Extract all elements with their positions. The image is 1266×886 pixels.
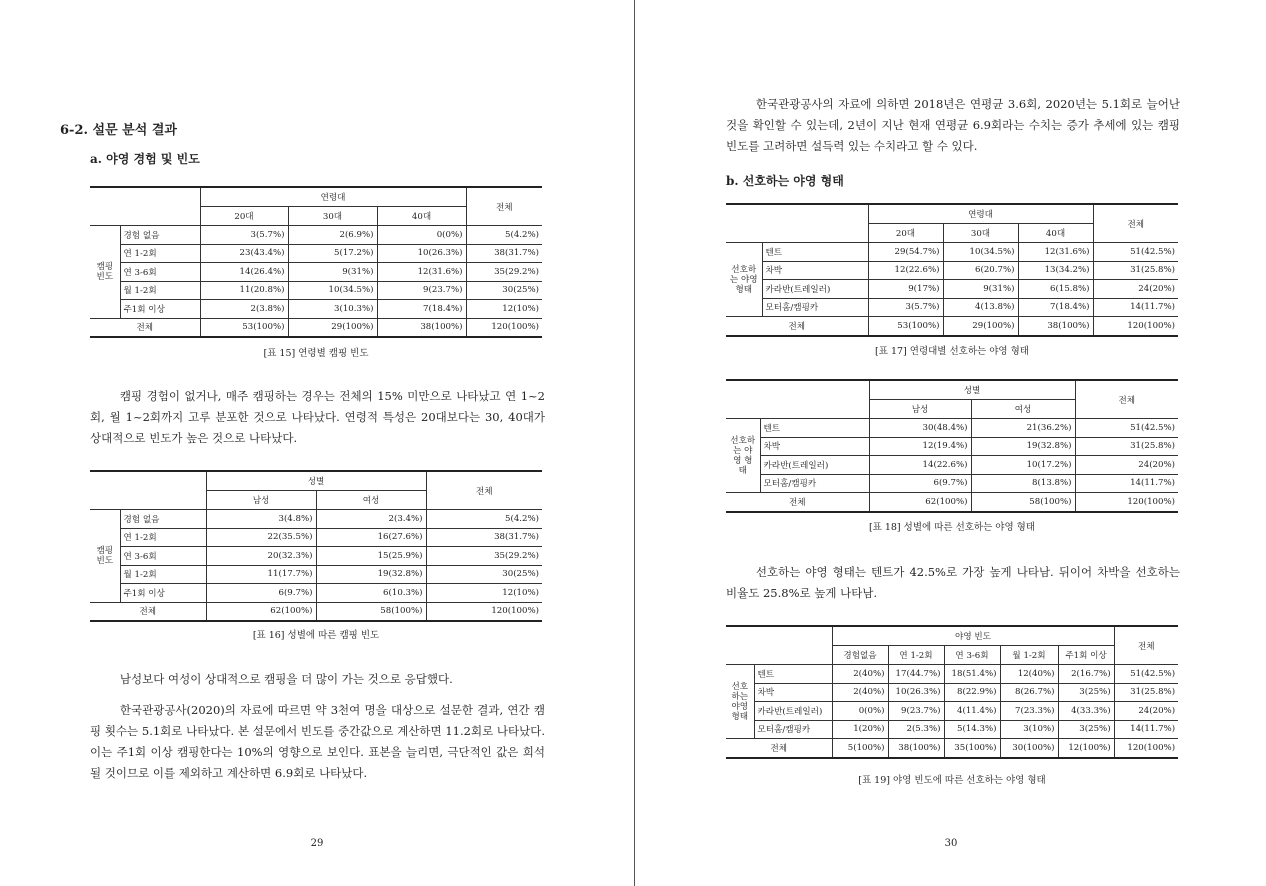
table-cell: 24(20%) [1093, 280, 1178, 299]
row-group-label: 캠핑 빈도 [90, 510, 120, 603]
row-label: 연 1-2회 [120, 244, 200, 263]
total-cell: 58(100%) [971, 493, 1075, 512]
table-cell: 19(32.8%) [971, 437, 1075, 456]
right-page [636, 0, 1266, 886]
table-cell: 3(25%) [1058, 683, 1114, 702]
total-cell: 38(100%) [1018, 317, 1093, 336]
table-cell: 2(16.7%) [1058, 665, 1114, 684]
table-cell: 31(25.8%) [1075, 437, 1178, 456]
row-label: 차박 [754, 683, 832, 702]
table-cell: 12(31.6%) [1018, 243, 1093, 262]
table-row [726, 456, 1178, 475]
table-cell: 38(31.7%) [426, 528, 542, 547]
table-row [726, 720, 1178, 739]
row-label: 연 1-2회 [120, 528, 206, 547]
total-column-header: 전체 [1075, 380, 1178, 419]
table-cell: 5(4.2%) [426, 510, 542, 529]
table-cell: 14(11.7%) [1114, 720, 1178, 739]
table-cell: 24(20%) [1114, 702, 1178, 721]
table-cell: 7(18.4%) [377, 300, 466, 319]
subsection-heading-b: b. 선호하는 야영 형태 [726, 174, 844, 188]
table-cell: 11(20.8%) [200, 281, 288, 300]
table-17-caption: [표 17] 연령대별 선호하는 야영 형태 [875, 346, 1029, 357]
table-16 [90, 470, 542, 622]
table-row [90, 244, 542, 263]
table-cell: 3(25%) [1058, 720, 1114, 739]
table-cell: 16(27.6%) [316, 528, 426, 547]
row-label: 텐트 [754, 665, 832, 684]
table-cell: 12(19.4%) [869, 437, 971, 456]
subsection-heading-a: a. 야영 경험 및 빈도 [90, 152, 200, 166]
table-cell: 10(26.3%) [377, 244, 466, 263]
table-cell: 3(10%) [1000, 720, 1058, 739]
table-row [726, 298, 1178, 317]
table-row [90, 565, 542, 584]
table-cell: 31(25.8%) [1093, 261, 1178, 280]
page-number-right: 30 [944, 838, 958, 849]
row-label: 월 1-2회 [120, 565, 206, 584]
table-17 [726, 203, 1178, 337]
column-header: 연 3-6회 [944, 646, 1000, 665]
table-cell: 21(36.2%) [971, 419, 1075, 438]
table-cell: 2(6.9%) [288, 226, 377, 245]
table-row [90, 226, 542, 245]
table-15 [90, 186, 542, 338]
row-label: 연 3-6회 [120, 547, 206, 566]
row-group-label: 선호하는 야영 형태 [726, 419, 760, 493]
total-cell: 53(100%) [868, 317, 943, 336]
table-row [726, 419, 1178, 438]
row-label: 모터홈/캠핑카 [762, 298, 868, 317]
table-cell: 8(26.7%) [1000, 683, 1058, 702]
table-cell: 3(10.3%) [288, 300, 377, 319]
row-label: 경험 없음 [120, 510, 206, 529]
total-cell: 120(100%) [1075, 493, 1178, 512]
table-row [726, 683, 1178, 702]
table-cell: 3(5.7%) [200, 226, 288, 245]
table-cell: 0(0%) [832, 702, 888, 721]
row-label: 주1회 이상 [120, 300, 200, 319]
table-18 [726, 379, 1178, 513]
table-corner-cell [726, 204, 868, 243]
table-row [90, 263, 542, 282]
table-corner-cell [726, 380, 869, 419]
paragraph-r2: 선호하는 야영 형태는 텐트가 42.5%로 가장 높게 나타남. 뒤이어 차박을 선호하는 비율도 25.8%로 높게 나타남. [726, 565, 1180, 600]
table-cell: 5(4.2%) [466, 226, 542, 245]
table-cell: 9(17%) [868, 280, 943, 299]
table-total-row [726, 317, 1178, 336]
paragraph-3: 한국관광공사(2020)의 자료에 따르면 약 3천여 명을 대상으로 설문한 결과, 연간 캠핑 횟수는 5.1회로 나타났다. 본 설문에서 빈도를 중간값으로 계산하면 11.2회로 나타났다. 이는 주1회 이상 캠핑한다는 10%의 영향으로 보인다. 표본을 늘리면, 극단적인 값은 희석될 것이므로 이를 제외하고 계산하면 6.9회로 나타났다. [90, 703, 545, 780]
column-header: 40대 [377, 207, 466, 226]
total-cell: 35(100%) [944, 739, 1000, 758]
table-cell: 2(40%) [832, 665, 888, 684]
table-cell: 11(17.7%) [206, 565, 316, 584]
row-label: 경험 없음 [120, 226, 200, 245]
total-cell: 29(100%) [943, 317, 1018, 336]
row-label: 월 1-2회 [120, 281, 200, 300]
table-row [90, 528, 542, 547]
table-cell: 18(51.4%) [944, 665, 1000, 684]
row-label: 모터홈/캠핑카 [760, 474, 869, 493]
table-row [726, 702, 1178, 721]
row-group-label: 선호하는 야영 형태 [726, 243, 762, 317]
table-row [726, 280, 1178, 299]
table-row [726, 474, 1178, 493]
total-cell: 62(100%) [869, 493, 971, 512]
total-column-header: 전체 [426, 471, 542, 510]
row-label: 텐트 [760, 419, 869, 438]
total-row-label: 전체 [726, 493, 869, 512]
row-group-label: 선호하는 야영 형태 [726, 665, 754, 739]
table-cell: 3(5.7%) [868, 298, 943, 317]
total-row-label: 전체 [90, 602, 206, 621]
table-cell: 2(3.8%) [200, 300, 288, 319]
total-cell: 120(100%) [426, 602, 542, 621]
table-cell: 20(32.3%) [206, 547, 316, 566]
table-row [726, 437, 1178, 456]
page-divider [634, 0, 635, 886]
row-label: 차박 [762, 261, 868, 280]
table-cell: 8(22.9%) [944, 683, 1000, 702]
table-cell: 30(25%) [426, 565, 542, 584]
table-row [726, 243, 1178, 262]
total-cell: 5(100%) [832, 739, 888, 758]
total-cell: 120(100%) [1093, 317, 1178, 336]
table-cell: 14(22.6%) [869, 456, 971, 475]
column-header: 연 1-2회 [888, 646, 944, 665]
table-cell: 4(11.4%) [944, 702, 1000, 721]
table-row [90, 547, 542, 566]
table-corner-cell [726, 626, 832, 665]
column-header: 30대 [288, 207, 377, 226]
row-label: 카라반(트레일러) [762, 280, 868, 299]
table-cell: 12(10%) [466, 300, 542, 319]
table-cell: 13(34.2%) [1018, 261, 1093, 280]
table-total-row [726, 493, 1178, 512]
table-cell: 38(31.7%) [466, 244, 542, 263]
table-total-row [90, 602, 542, 621]
group-header: 연령대 [868, 204, 1093, 224]
table-cell: 23(43.4%) [200, 244, 288, 263]
column-header: 경험없음 [832, 646, 888, 665]
total-cell: 120(100%) [1114, 739, 1178, 758]
total-cell: 12(100%) [1058, 739, 1114, 758]
row-label: 카라반(트레일러) [760, 456, 869, 475]
row-label: 연 3-6회 [120, 263, 200, 282]
total-row-label: 전체 [90, 318, 200, 337]
table-cell: 35(29.2%) [466, 263, 542, 282]
table-cell: 10(26.3%) [888, 683, 944, 702]
table-cell: 3(4.8%) [206, 510, 316, 529]
total-cell: 62(100%) [206, 602, 316, 621]
table-19 [726, 625, 1178, 759]
table-cell: 14(11.7%) [1093, 298, 1178, 317]
table-total-row [726, 739, 1178, 758]
table-15-caption: [표 15] 연령별 캠핑 빈도 [263, 348, 369, 359]
table-cell: 9(23.7%) [888, 702, 944, 721]
table-cell: 7(23.3%) [1000, 702, 1058, 721]
row-label: 주1회 이상 [120, 584, 206, 603]
column-header: 30대 [943, 224, 1018, 243]
column-header: 주1회 이상 [1058, 646, 1114, 665]
table-cell: 7(18.4%) [1018, 298, 1093, 317]
table-cell: 51(42.5%) [1075, 419, 1178, 438]
table-cell: 0(0%) [377, 226, 466, 245]
table-cell: 10(17.2%) [971, 456, 1075, 475]
table-cell: 12(40%) [1000, 665, 1058, 684]
table-row [726, 261, 1178, 280]
table-cell: 10(34.5%) [288, 281, 377, 300]
column-header: 여성 [316, 491, 426, 510]
table-cell: 12(10%) [426, 584, 542, 603]
paragraph-r1: 한국관광공사의 자료에 의하면 2018년은 연평균 3.6회, 2020년는 5.1회로 늘어난 것을 확인할 수 있는데, 2년이 지난 현재 연평균 6.9회라는 수치는 증가 추세에 있는 캠핑 빈도를 고려하면 설득력 있는 수치라고 할 수 있다. [726, 97, 1180, 153]
table-cell: 10(34.5%) [943, 243, 1018, 262]
total-cell: 38(100%) [888, 739, 944, 758]
table-total-row [90, 318, 542, 337]
table-cell: 35(29.2%) [426, 547, 542, 566]
table-cell: 12(22.6%) [868, 261, 943, 280]
total-cell: 38(100%) [377, 318, 466, 337]
total-cell: 30(100%) [1000, 739, 1058, 758]
page-number-left: 29 [310, 838, 324, 849]
row-group-label: 캠핑 빈도 [90, 226, 120, 319]
table-cell: 51(42.5%) [1114, 665, 1178, 684]
table-cell: 51(42.5%) [1093, 243, 1178, 262]
total-column-header: 전체 [466, 187, 542, 226]
table-cell: 30(48.4%) [869, 419, 971, 438]
column-header: 20대 [868, 224, 943, 243]
table-cell: 15(25.9%) [316, 547, 426, 566]
row-label: 모터홈/캠핑카 [754, 720, 832, 739]
total-row-label: 전체 [726, 317, 868, 336]
table-cell: 6(9.7%) [206, 584, 316, 603]
table-row [90, 300, 542, 319]
table-cell: 12(31.6%) [377, 263, 466, 282]
table-cell: 9(23.7%) [377, 281, 466, 300]
table-corner-cell [90, 187, 200, 226]
group-header: 성별 [869, 380, 1075, 400]
table-cell: 8(13.8%) [971, 474, 1075, 493]
table-cell: 24(20%) [1075, 456, 1178, 475]
table-row [90, 510, 542, 529]
table-cell: 9(31%) [943, 280, 1018, 299]
table-16-caption: [표 16] 성별에 따른 캠핑 빈도 [252, 630, 380, 641]
table-cell: 17(44.7%) [888, 665, 944, 684]
column-header: 여성 [971, 400, 1075, 419]
table-cell: 2(3.4%) [316, 510, 426, 529]
total-column-header: 전체 [1093, 204, 1178, 243]
table-cell: 2(5.3%) [888, 720, 944, 739]
paragraph-2: 남성보다 여성이 상대적으로 캠핑을 더 많이 가는 것으로 응답했다. [119, 672, 453, 686]
section-heading: 6-2. 설문 분석 결과 [60, 123, 177, 138]
table-19-caption: [표 19] 야영 빈도에 따른 선호하는 야영 형태 [858, 775, 1046, 786]
table-cell: 4(13.8%) [943, 298, 1018, 317]
table-row [90, 584, 542, 603]
row-label: 카라반(트레일러) [754, 702, 832, 721]
column-header: 남성 [206, 491, 316, 510]
table-row [726, 665, 1178, 684]
column-header: 월 1-2회 [1000, 646, 1058, 665]
table-18-caption: [표 18] 성별에 따른 선호하는 야영 형태 [868, 522, 1036, 533]
total-column-header: 전체 [1114, 626, 1178, 665]
table-cell: 14(11.7%) [1075, 474, 1178, 493]
table-cell: 5(14.3%) [944, 720, 1000, 739]
table-cell: 30(25%) [466, 281, 542, 300]
column-header: 남성 [869, 400, 971, 419]
total-cell: 120(100%) [466, 318, 542, 337]
group-header: 연령대 [200, 187, 466, 207]
table-cell: 29(54.7%) [868, 243, 943, 262]
table-cell: 14(26.4%) [200, 263, 288, 282]
table-row [90, 281, 542, 300]
group-header: 성별 [206, 471, 426, 491]
table-cell: 6(15.8%) [1018, 280, 1093, 299]
table-cell: 1(20%) [832, 720, 888, 739]
column-header: 20대 [200, 207, 288, 226]
table-cell: 6(10.3%) [316, 584, 426, 603]
table-cell: 6(20.7%) [943, 261, 1018, 280]
total-cell: 29(100%) [288, 318, 377, 337]
table-cell: 6(9.7%) [869, 474, 971, 493]
row-label: 차박 [760, 437, 869, 456]
total-row-label: 전체 [726, 739, 832, 758]
column-header: 40대 [1018, 224, 1093, 243]
table-cell: 9(31%) [288, 263, 377, 282]
group-header: 야영 빈도 [832, 626, 1114, 646]
table-cell: 5(17.2%) [288, 244, 377, 263]
paragraph-1: 캠핑 경험이 없거나, 매주 캠핑하는 경우는 전체의 15% 미만으로 나타났고 연 1~2회, 월 1~2회까지 고루 분포한 것으로 나타났다. 연령적 특성은 20대보다는 30, 40대가 상대적으로 빈도가 높은 것으로 나타났다. [90, 389, 545, 445]
table-cell: 2(40%) [832, 683, 888, 702]
table-cell: 22(35.5%) [206, 528, 316, 547]
table-cell: 4(33.3%) [1058, 702, 1114, 721]
table-corner-cell [90, 471, 206, 510]
table-cell: 31(25.8%) [1114, 683, 1178, 702]
total-cell: 58(100%) [316, 602, 426, 621]
row-label: 텐트 [762, 243, 868, 262]
table-cell: 19(32.8%) [316, 565, 426, 584]
total-cell: 53(100%) [200, 318, 288, 337]
